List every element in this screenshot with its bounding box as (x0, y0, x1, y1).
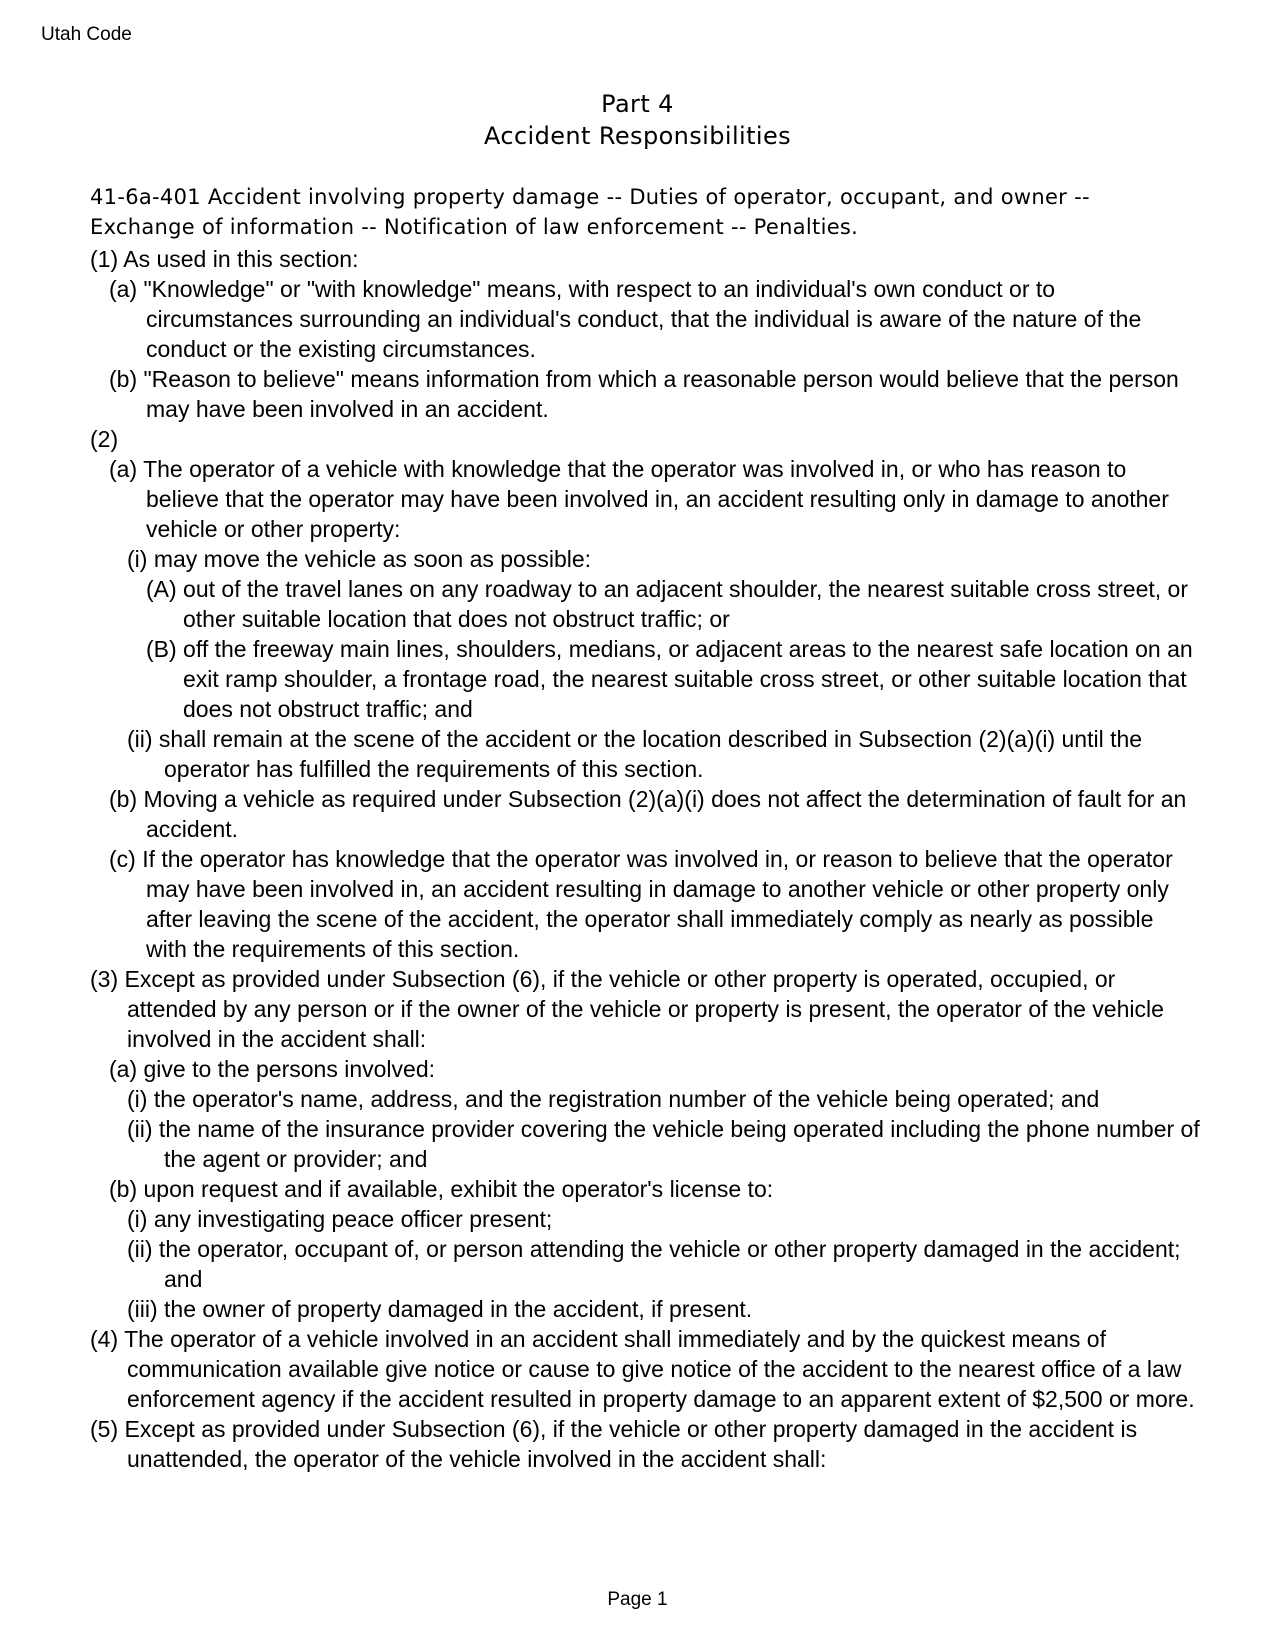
section-heading: 41-6a-401 Accident involving property damage -- Duties of operator, occupant, and owner -- Exchange of information -- Notification of law enforcement -- Penalties. (90, 185, 1090, 239)
paragraph-1a: (a) "Knowledge" or "with knowledge" means, with respect to an individual's own conduct or to circumstances surrounding an individual's conduct, that the individual is aware of the nature of the conduct or the existing circumstances. (109, 276, 1142, 362)
paragraph-3b-ii: (ii) the operator, occupant of, or person attending the vehicle or other property damaged in the accident; and (127, 1236, 1181, 1292)
paragraph-3a-ii: (ii) the name of the insurance provider covering the vehicle being operated including the phone number of the agent or provider; and (127, 1116, 1200, 1172)
paragraph-4: (4) The operator of a vehicle involved in an accident shall immediately and by the quickest means of communication available give notice or cause to give notice of the accident to the nearest office of a law enforcement agency if the accident resulted in property damage to an apparent extent of $2,500 or more. (90, 1326, 1195, 1412)
part-number: Part 4 (601, 90, 674, 118)
statute-body (90, 244, 1200, 1474)
paragraph-3b: (b) upon request and if available, exhibit the operator's license to: (109, 1176, 774, 1202)
paragraph-2: (2) (90, 426, 119, 452)
page-number: Page 1 (607, 1589, 668, 1610)
paragraph-5: (5) Except as provided under Subsection (6), if the vehicle or other property damaged in the accident is unattended, the operator of the vehicle involved in the accident shall: (90, 1416, 1138, 1472)
paragraph-3: (3) Except as provided under Subsection (6), if the vehicle or other property is operated, occupied, or attended by any person or if the owner of the vehicle or property is present, the operator of the vehicle involved in the accident shall: (90, 966, 1164, 1052)
paragraph-3a-i: (i) the operator's name, address, and the registration number of the vehicle being operated; and (127, 1086, 1100, 1112)
running-head: Utah Code (41, 24, 132, 45)
paragraph-2c: (c) If the operator has knowledge that the operator was involved in, or reason to believe that the operator may have been involved in, an accident resulting in damage to another vehicle or other property only after leaving the scene of the accident, the operator shall immediately comply as nearly as possible with the requirements of this section. (109, 846, 1173, 962)
paragraph-2a-ii: (ii) shall remain at the scene of the accident or the location described in Subsection (2)(a)(i) until the operator has fulfilled the requirements of this section. (127, 726, 1143, 782)
paragraph-3a: (a) give to the persons involved: (109, 1056, 436, 1082)
paragraph-2b: (b) Moving a vehicle as required under Subsection (2)(a)(i) does not affect the determination of fault for an accident. (109, 786, 1187, 842)
paragraph-2a-i: (i) may move the vehicle as soon as possible: (127, 546, 592, 572)
part-title: Accident Responsibilities (483, 122, 792, 150)
paragraph-3b-i: (i) any investigating peace officer present; (127, 1206, 553, 1232)
paragraph-2a: (a) The operator of a vehicle with knowledge that the operator was involved in, or who has reason to believe that the operator may have been involved in, an accident resulting only in damage to another vehicle or other property: (109, 456, 1169, 542)
paragraph-2a-i-B: (B) off the freeway main lines, shoulders, medians, or adjacent areas to the nearest safe location on an exit ramp shoulder, a frontage road, the nearest suitable cross street, or other suitable location that does not obstruct traffic; and (146, 636, 1193, 722)
paragraph-1: (1) As used in this section: (90, 246, 359, 272)
paragraph-3b-iii: (iii) the owner of property damaged in the accident, if present. (127, 1296, 753, 1322)
part-heading (0, 88, 1275, 152)
paragraph-1b: (b) "Reason to believe" means information from which a reasonable person would believe that the person may have been involved in an accident. (109, 366, 1179, 422)
paragraph-2a-i-A: (A) out of the travel lanes on any roadway to an adjacent shoulder, the nearest suitable cross street, or other suitable location that does not obstruct traffic; or (146, 576, 1188, 632)
